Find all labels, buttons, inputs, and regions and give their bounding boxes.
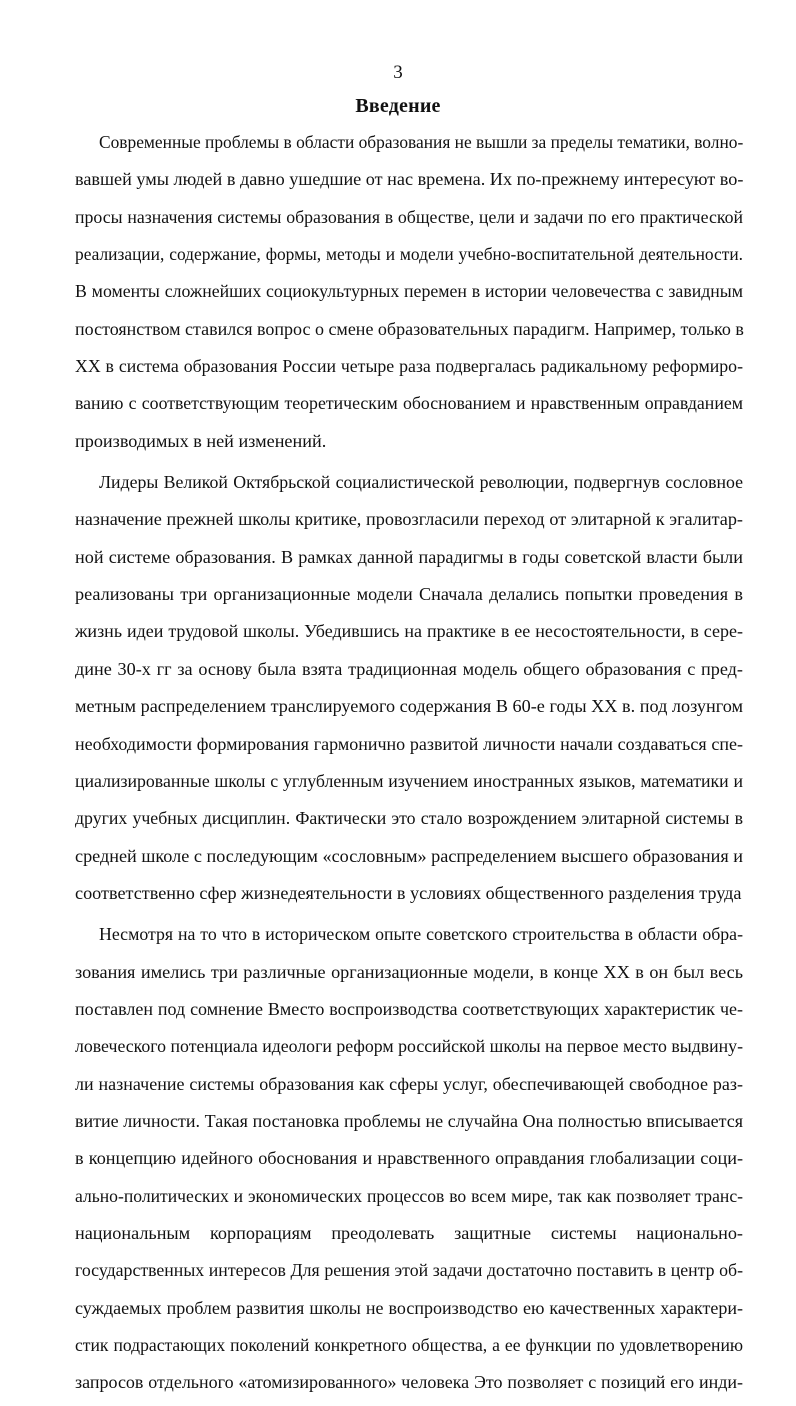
text-line: производимых в ней изменений.	[75, 430, 327, 451]
text-line: вавшей умы людей в давно ушедшие от нас времена. Их по-прежнему интересуют во-	[75, 169, 744, 190]
text-line: других учебных дисциплин. Фактически это стало возрождением элитарной системы в	[75, 808, 743, 829]
section-heading: Введение	[355, 95, 441, 117]
text-line: Современные проблемы в области образования не вышли за пределы тематики, волно-	[99, 132, 744, 152]
text-line: просы назначения системы образования в обществе, цели и задачи по его практической	[75, 206, 743, 227]
text-line: стик подрастающих поколений конкретного общества, а ее функции по удовлетворению	[75, 1335, 743, 1355]
text-line: государственных интересов Для решения этой задачи достаточно поставить в центр об-	[75, 1260, 743, 1281]
text-line: циализированные школы с углубленным изучением иностранных языков, математики и	[75, 770, 743, 791]
text-line: Несмотря на то что в историческом опыте советского строительства в области обра-	[99, 924, 743, 945]
text-line: жизнь идеи трудовой школы. Убедившись на практике в ее несостоятельности, в сере-	[75, 621, 743, 642]
text-line: необходимости формирования гармонично развитой личности начали создаваться спе-	[75, 733, 743, 754]
text-line: Лидеры Великой Октябрьской социалистической революции, подвергнув сословное	[99, 472, 743, 493]
text-line: суждаемых проблем развития школы не воспроизводство ею качественных характери-	[75, 1297, 743, 1318]
text-line: реализации, содержание, формы, методы и модели учебно-воспитательной деятельности.	[75, 244, 743, 265]
text-line: зования имелись три различные организационные модели, в конце XX в он был весь	[75, 961, 743, 982]
text-line: В моменты сложнейших социокультурных перемен в истории человечества с завидным	[75, 281, 743, 302]
text-line: постоянством ставился вопрос о смене образовательных парадигм. Например, только в	[75, 318, 744, 339]
paragraph-3	[75, 916, 743, 1401]
text-line: запросов отдельного «атомизированного» человека Это позволяет с позиций его инди-	[75, 1372, 743, 1393]
page-number: 3	[393, 62, 403, 83]
text-line: назначение прежней школы критике, провозгласили переход от элитарной к эгалитар-	[75, 509, 743, 530]
text-line: витие личности. Такая постановка проблемы не случайна Она полностью вписывается	[75, 1110, 743, 1131]
text-line: в концепцию идейного обоснования и нравственного оправдания глобализации соци-	[75, 1148, 743, 1169]
text-line: реализованы три организационные модели Сначала делались попытки проведения в	[75, 584, 743, 605]
paragraph-2	[75, 464, 743, 912]
text-line: ально-политических и экономических процессов во всем мире, так как позволяет транс-	[75, 1185, 743, 1206]
text-line: дине 30-х гг за основу была взята традиционная модель общего образования с пред-	[75, 658, 743, 679]
body-text	[75, 124, 743, 1406]
text-line: метным распределением транслируемого содержания В 60-е годы XX в. под лозунгом	[75, 696, 743, 717]
paragraph-1	[75, 124, 743, 460]
text-line: ли назначение системы образования как сферы услуг, обеспечивающей свободное раз-	[75, 1073, 743, 1094]
text-line: национальным корпорациям преодолевать защитные системы национально-	[75, 1222, 743, 1243]
text-line: XX в система образования России четыре раза подвергалась радикальному реформиро-	[75, 356, 743, 377]
text-line: средней школе с последующим «сословным» распределением высшего образования и	[75, 845, 743, 866]
text-line: поставлен под сомнение Вместо воспроизводства соответствующих характеристик че-	[75, 998, 743, 1019]
text-line: соответственно сфер жизнедеятельности в условиях общественного разделения труда	[75, 882, 742, 903]
text-line: ванию с соответствующим теоретическим обоснованием и нравственным оправданием	[75, 393, 743, 414]
text-line: ловеческого потенциала идеологи реформ российской школы на первое место выдвину-	[75, 1036, 743, 1057]
text-line: ной системе образования. В рамках данной парадигмы в годы советской власти были	[75, 546, 743, 567]
